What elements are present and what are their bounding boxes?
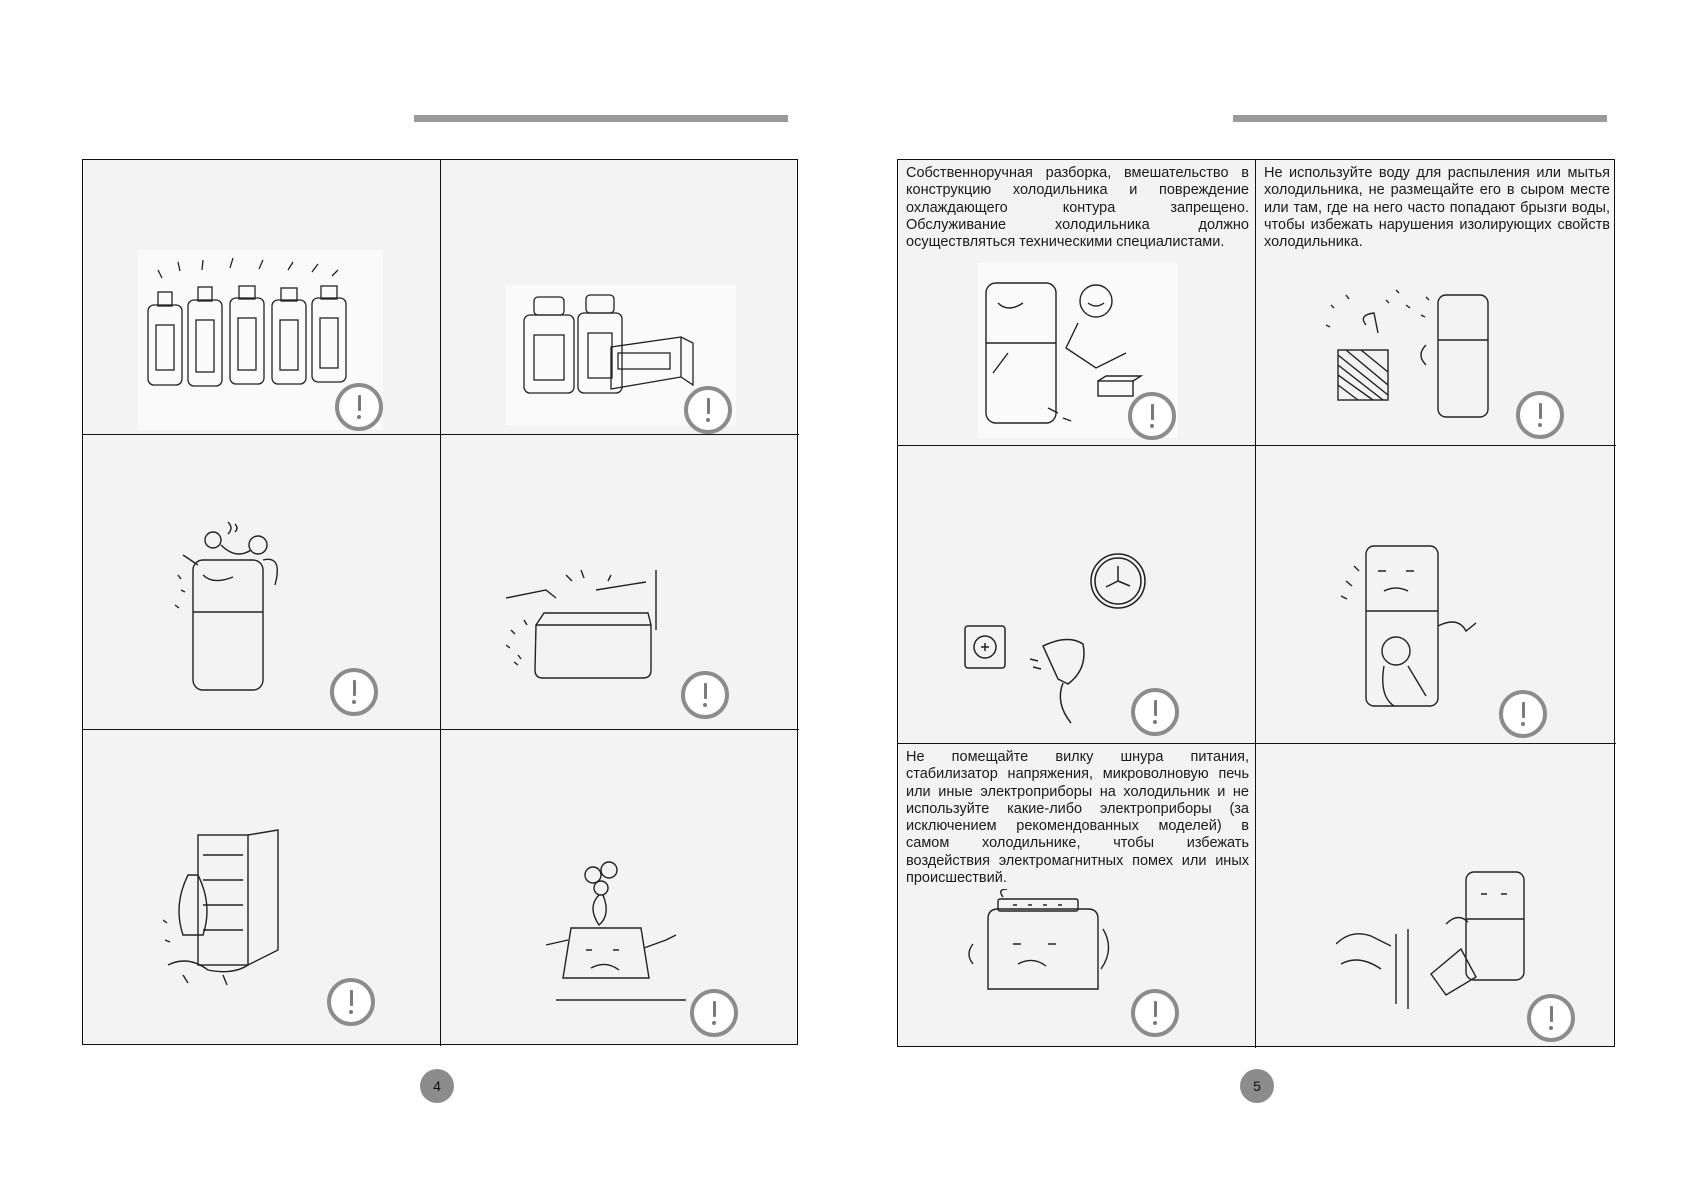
- warning-icon: [1499, 690, 1547, 738]
- warning-icon: [335, 383, 383, 431]
- caption-disassembly: Собственноручная разборка, вмешательство в конструкцию холодильника и повреждение охлаждающего контура запрещено. Обслуживание холодильника должно осуществляться техническими специалистами.: [906, 165, 1249, 251]
- caption-water-spray: Не используйте воду для распыления или мытья холодильника, не размещайте его в сыром месте или там, где на него часто попадают брызги воды, чтобы избежать нарушения изолирующих свойств холодильника.: [1264, 165, 1610, 251]
- warning-icon: [1527, 994, 1575, 1042]
- warning-icon: [330, 668, 378, 716]
- cell-appliances-on-top: [898, 744, 1256, 1048]
- climbing-on-fridge-illustration: [173, 520, 343, 695]
- left-header-rule: [414, 115, 788, 122]
- warning-icon: [1131, 688, 1179, 736]
- warning-icon: [1516, 391, 1564, 439]
- warning-icon: [327, 978, 375, 1026]
- page-number-left: 4: [420, 1069, 454, 1103]
- cell-water-spray: [1256, 160, 1616, 446]
- caption-appliances-on-top: Не помещайте вилку шнура питания, стабилизатор напряжения, микроволновую печь или иные электроприборы на холодильник и не используйте какие-либо электроприборы (за исключением рекомендованных моделей) в самом холодильнике, чтобы избежать воздействия электромагнитных помех или иных происшествий.: [906, 749, 1249, 887]
- cell-disassembly: [898, 160, 1256, 446]
- warning-icon: [1128, 392, 1176, 440]
- warning-icon: [684, 386, 732, 434]
- cell-climbing-fridge: [83, 435, 441, 730]
- cell-chemical-boxes: [441, 160, 799, 435]
- cell-hands-freezer: [441, 435, 799, 730]
- cell-falling-bottle: [83, 730, 441, 1046]
- vase-on-fridge-illustration: [541, 860, 701, 1005]
- cell-plug-clock: [898, 446, 1256, 744]
- page-number-right: 5: [1240, 1069, 1274, 1103]
- right-header-rule: [1233, 115, 1607, 122]
- hands-on-fridge-illustration: [1336, 864, 1536, 1009]
- water-spray-illustration: [1326, 285, 1506, 425]
- cell-chemical-bottles: [83, 160, 441, 435]
- cell-vase-on-fridge: [441, 730, 799, 1046]
- hands-in-freezer-illustration: [506, 570, 676, 680]
- warning-icon: [690, 989, 738, 1037]
- cell-hands-on-fridge: [1256, 744, 1616, 1048]
- appliances-on-fridge-illustration: [963, 889, 1123, 994]
- warning-icon: [1131, 989, 1179, 1037]
- child-inside-fridge-illustration: [1336, 541, 1486, 731]
- left-page-grid: [82, 159, 798, 1045]
- warning-icon: [681, 671, 729, 719]
- right-page-grid: [897, 159, 1615, 1047]
- cell-child-inside: [1256, 446, 1616, 744]
- falling-bottle-illustration: [163, 825, 303, 995]
